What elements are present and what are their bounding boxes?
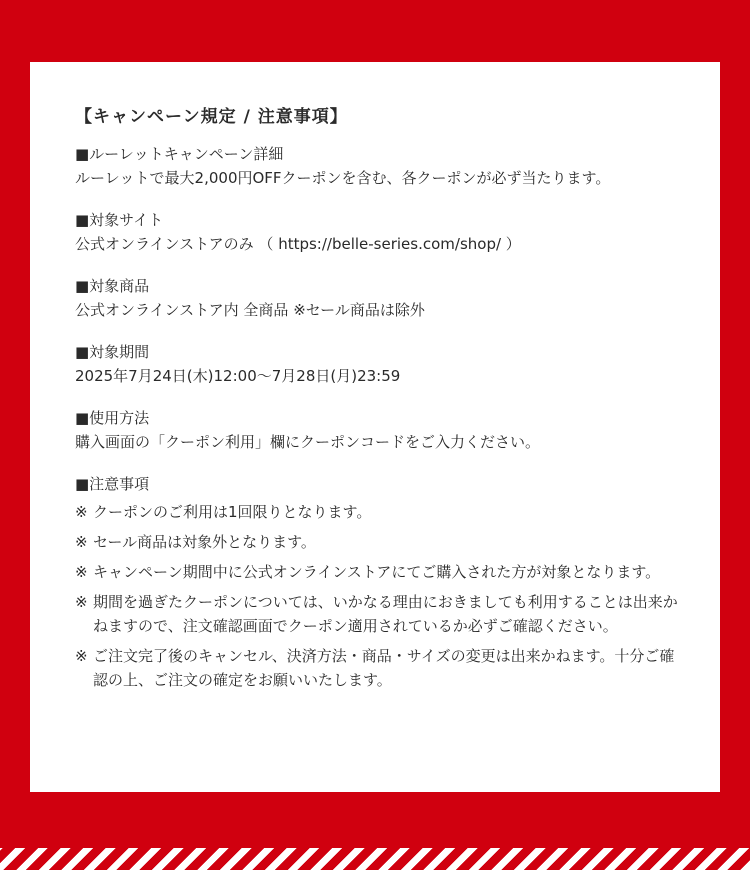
section-target-site xyxy=(75,208,680,256)
section-title: ■対象サイト xyxy=(75,211,164,229)
section-title: ■対象商品 xyxy=(75,277,150,295)
section-notes xyxy=(75,472,680,692)
section-usage xyxy=(75,406,680,454)
section-title: ■ルーレットキャンペーン詳細 xyxy=(75,145,284,163)
terms-card xyxy=(30,62,720,792)
list-item xyxy=(75,590,680,638)
notes-title: ■注意事項 xyxy=(75,475,150,493)
list-item xyxy=(75,644,680,692)
list-item xyxy=(75,560,680,584)
section-body: 公式オンラインストア内 全商品 ※セール商品は除外 xyxy=(75,301,425,319)
decorative-stripe-border xyxy=(0,848,750,870)
note-text: ご注文完了後のキャンセル、決済方法・商品・サイズの変更は出来かねます。十分ご確認の上、ご注文の確定をお願いいたします。 xyxy=(93,647,675,689)
section-target-products xyxy=(75,274,680,322)
section-body: 購入画面の「クーポン利用」欄にクーポンコードをご入力ください。 xyxy=(75,433,541,451)
section-title: ■対象期間 xyxy=(75,343,150,361)
note-text: キャンペーン期間中に公式オンラインストアにてご購入された方が対象となります。 xyxy=(93,563,661,581)
section-title: ■使用方法 xyxy=(75,409,150,427)
list-item xyxy=(75,500,680,524)
note-text: クーポンのご利用は1回限りとなります。 xyxy=(93,503,372,521)
section-roulette-details xyxy=(75,142,680,190)
note-mark: ※ xyxy=(75,533,88,551)
note-mark: ※ xyxy=(75,647,88,665)
section-body: 2025年7月24日(木)12:00～7月28日(月)23:59 xyxy=(75,367,401,385)
section-body: ルーレットで最大2,000円OFFクーポンを含む、各クーポンが必ず当たります。 xyxy=(75,169,611,187)
section-target-period xyxy=(75,340,680,388)
terms-heading: 【キャンペーン規定 / 注意事項】 xyxy=(75,107,348,127)
note-mark: ※ xyxy=(75,593,88,611)
list-item xyxy=(75,530,680,554)
notes-list xyxy=(75,500,680,692)
note-text: セール商品は対象外となります。 xyxy=(93,533,316,551)
note-mark: ※ xyxy=(75,503,88,521)
note-text: 期間を過ぎたクーポンについては、いかなる理由におきましても利用することは出来かねますので、注文確認画面でクーポン適用されているか必ずご確認ください。 xyxy=(93,593,678,635)
note-mark: ※ xyxy=(75,563,88,581)
section-body: 公式オンラインストアのみ （ https://belle-series.com/shop/ ） xyxy=(75,235,521,253)
